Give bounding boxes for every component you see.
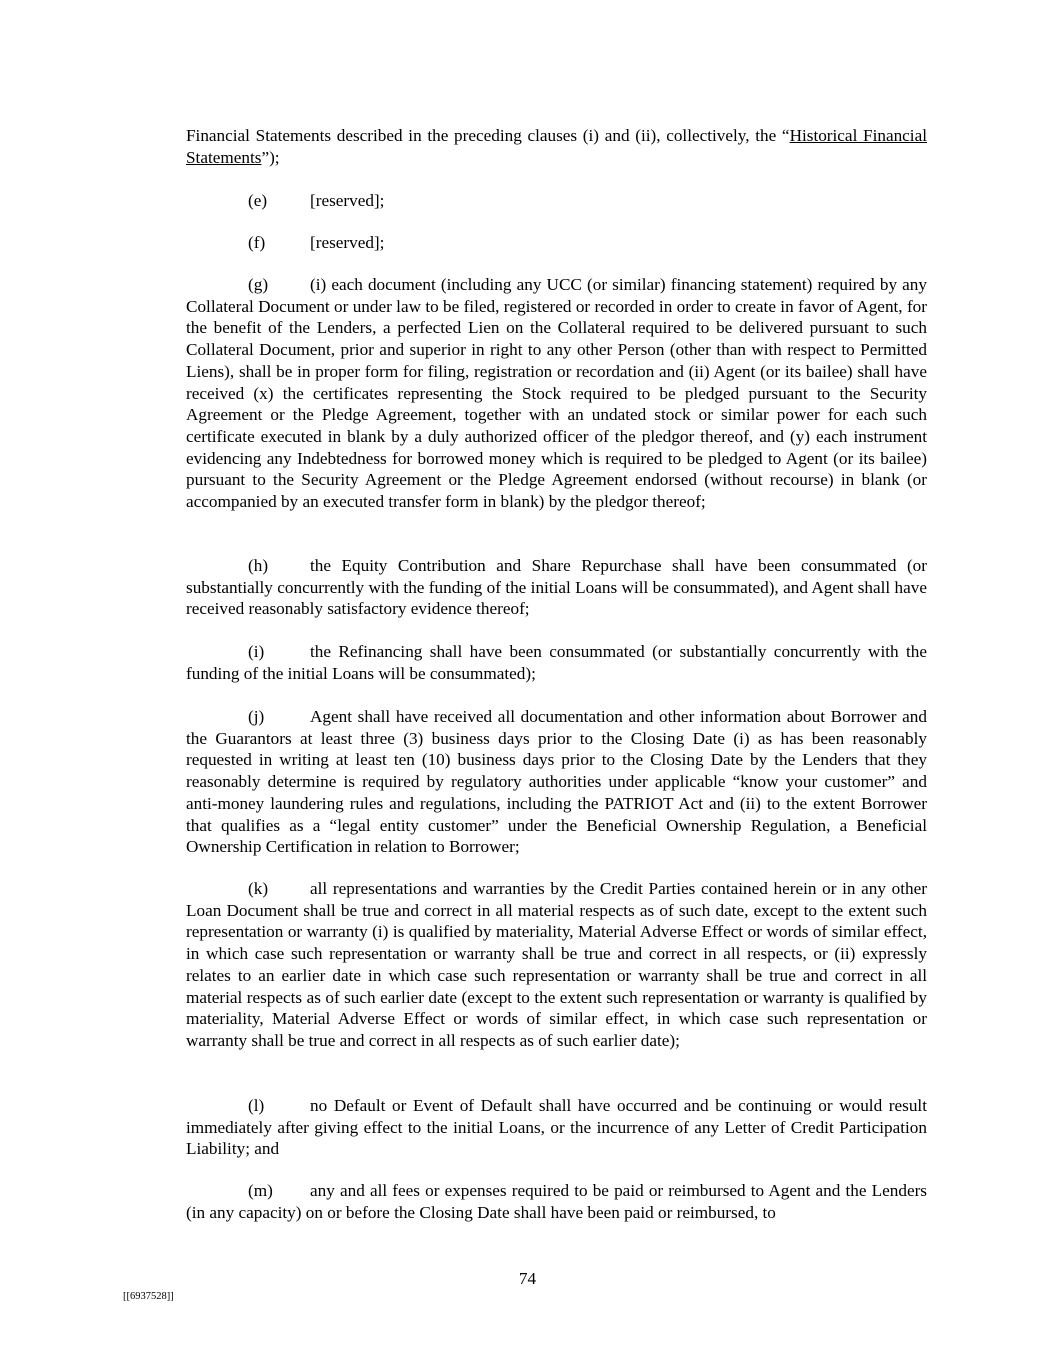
clause-label: (j) [248, 707, 265, 726]
clause-text: (i) each document (including any UCC (or similar) financing statement) required by any Collateral Document or under law to be filed, registered or recorded in order to create in favor of Agent, for the benefit of the Lenders, a perfected Lien on the Collateral required to be delivered pursuant to such Collateral Document, prior and superior in right to any other Person (other than with respect to Permitted Liens), shall be in proper form for filing, registration or recordation and (ii) Agent (or its bailee) shall have received (x) the certificates representing the Stock required to be pledged pursuant to the Security Agreement or the Pledge Agreement, together with an undated stock or similar power for each such certificate executed in blank by a duly authorized officer of the pledgor thereof, and (y) each instrument evidencing any Indebtedness for borrowed money which is required to be pledged to Agent (or its bailee) pursuant to the Security Agreement or the Pledge Agreement endorsed (without recourse) in blank (or accompanied by an executed transfer form in blank) by the pledgor thereof; [186, 275, 927, 512]
clause-text: no Default or Event of Default shall have occurred and be continuing or would result immediately after giving effect to the initial Loans, or the incurrence of any Letter of Credit Participation Liability; and [186, 1096, 927, 1159]
clause-text: the Equity Contribution and Share Repurchase shall have been consummated (or substantially concurrently with the funding of the initial Loans will be consummated), and Agent shall have received reasonably satisfactory evidence thereof; [186, 556, 927, 619]
clause-i [186, 641, 927, 684]
intro-paragraph [186, 125, 927, 168]
clause-f [186, 232, 927, 254]
intro-text-after: ”); [261, 147, 280, 167]
clause-g [186, 274, 927, 513]
clause-label: (e) [248, 191, 268, 210]
clause-label: (l) [248, 1096, 265, 1115]
clause-text: [reserved]; [310, 233, 385, 252]
intro-text-before: Financial Statements described in the preceding clauses (i) and (ii), collectively, the “ [186, 126, 790, 145]
clause-label: (f) [248, 233, 266, 252]
clause-k [186, 878, 927, 1052]
clause-m [186, 1180, 927, 1223]
clause-l [186, 1095, 927, 1160]
clause-text: [reserved]; [310, 191, 385, 210]
clause-text: Agent shall have received all documentation and other information about Borrower and the Guarantors at least three (3) business days prior to the Closing Date (i) as has been reasonably requested in writing at least ten (10) business days prior to the Closing Date by the Lenders that they reasonably determine is required by regulatory authorities under applicable “know your customer” and anti-money laundering rules and regulations, including the PATRIOT Act and (ii) to the extent Borrower that qualifies as a “legal entity customer” under the Beneficial Ownership Regulation, a Beneficial Ownership Certification in relation to Borrower; [186, 707, 927, 857]
clause-label: (i) [248, 642, 265, 661]
clause-h [186, 555, 927, 620]
clause-e [186, 190, 927, 212]
clause-text: all representations and warranties by the Credit Parties contained herein or in any other Loan Document shall be true and correct in all material respects as of such date, except to the extent such representation or warranty (i) is qualified by materiality, Material Adverse Effect or words of similar effect, in which case such representation or warranty shall be true and correct in all respects, or (ii) expressly relates to an earlier date in which case such representation or warranty shall be true and correct in all material respects as of such earlier date (except to the extent such representation or warranty is qualified by materiality, Material Adverse Effect or words of similar effect, in which case such representation or warranty shall be true and correct in all respects as of such earlier date); [186, 879, 927, 1050]
clause-label: (g) [248, 275, 269, 294]
clause-j [186, 706, 927, 858]
clause-label: (h) [248, 556, 269, 575]
clause-text: the Refinancing shall have been consummated (or substantially concurrently with the funding of the initial Loans will be consummated); [186, 642, 927, 683]
clause-text: any and all fees or expenses required to be paid or reimbursed to Agent and the Lenders (in any capacity) on or before the Closing Date shall have been paid or reimbursed, to [186, 1181, 927, 1222]
clause-label: (m) [248, 1181, 273, 1200]
document-id: [[6937528]] [123, 1291, 174, 1302]
clause-label: (k) [248, 879, 269, 898]
page-number: 74 [518, 1269, 537, 1288]
defined-term-historical-financial-statements: Historical Financial Statements [186, 126, 927, 167]
